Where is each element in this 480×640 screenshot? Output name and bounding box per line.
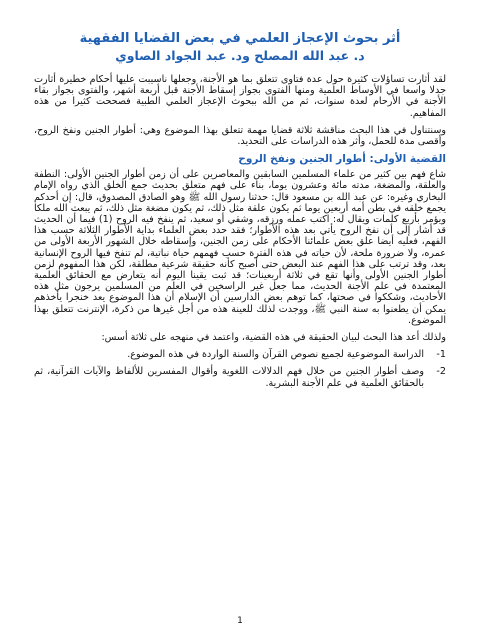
list-item-text: وصف أطوار الجنين من خلال فهم الدلالات اللغوية وأقوال المفسرين للألفاظ والآيات القرآنية، ثم بالحقائق العلمية في علم الأجنة البشرية. — [34, 366, 424, 389]
page-number: 1 — [237, 616, 243, 626]
section-paragraph-2: ولذلك أعد هذا البحث لبيان الحقيقة في هذه القضية، واعتمد في منهجه على ثلاثة أسس: — [101, 332, 446, 344]
list-item — [34, 349, 446, 360]
section-paragraph-1: شاع فهم بين كثير من علماء المسلمين السابقين والمعاصرين على أن زمن أطوار الجنين الأولى: النطفة والعلقة، والمضغة، مدته مائة وعشرون يوما، بناء على فهم متعلق بحديث جمع الخلق الذي رواه الإمام البخاري وغيره: عن عبد الله بن مسعود قال: حدثنا رسول الله ﷺ وهو الصادق المصدوق، قال: إن أحدكم يجمع خلقه في بطن أمه أربعين يوما ثم يكون علقة مثل ذلك، ثم يكون مضغة مثل ذلك، ثم يبعث الله ملكا ويؤمر بأربع كلمات ويقال له: اكتب عمله ورزقه، وشقي أو سعيد، ثم ينفخ فيه الروح (1) فيما أن الحديث قد أشار إلى أن نفخ الروح يأتي بعد هذه الأطوار؛ فقد حدد بعض العلماء بداية الأطوار الثلاثة حسب هذا الفهم، فعليه أيضا علق بعض علمائنا الأحكام على زمن الجنين، وإسقاطه خلال الشهور الأربعة الأولى من عمره، ولا ضرورة ملحة، لأن حياته في هذه الفترة حسب فهمهم حياة نباتية، لم تنفخ فيها الروح الإنسانية بعد، وقد ترتب على هذا الفهم عند البعض حتى أصبح كأنه حقيقة شرعية مطلقة، لكن هذا المفهوم لزمن أطوار الجنين الأولى وأنها تقع في ثلاثة أربعينات؛ قد ثبت يقينا اليوم أنه يتعارض مع الحقائق العلمية المعتمدة في علم الأجنة الحديث، مما جعل غير الراسخين في العلم من المسلمين يرجون مثل هذه الأحاديث، وشككوا في صحتها، كما توهم بعض الدارسين أن الإسلام أن هذا الموضوع يعد خنجرا يأخذهم يمكن أن يطعنوا به سنة النبي ﷺ، ووجدت لذلك للعينة هذه من أجل غيرها من ذكرة، الإنترنت تتعلق بهذا الموضوع. — [34, 169, 446, 326]
document-authors: د. عبد الله المصلح ود. عبد الجواد الصاوي — [115, 48, 365, 63]
section-heading: القضية الأولى: أطوار الجنين ونفخ الروح — [238, 153, 446, 166]
list-item-number: 2- — [436, 366, 446, 378]
document-title: أثر بحوث الإعجاز العلمي في بعض القضايا الفقهية — [79, 31, 401, 46]
intro-paragraph-2: وسنتناول في هذا البحث مناقشة ثلاثة قضايا مهمة تتعلق بهذا الموضوع وهي: أطوار الجنين ونفخ الروح، وأقصى مدة للحمل، وأثر هذه الدراسات على التحديد. — [34, 124, 446, 148]
list-item-text: الدراسة الموضوعية لجميع نصوص القرآن والسنة الواردة في هذه الموضوع. — [127, 349, 424, 361]
list-item-number: 1- — [436, 349, 446, 361]
criteria-list — [34, 349, 446, 389]
intro-paragraph-1: لقد أثارت تساؤلات كثيرة حول عدة فتاوى تتعلق بما هو الأجنة، وجعلها ناسيبت عليها أحكام خطيرة أثارت جدلا واسعا في الأوساط العلمية ومنها الفتوى بجواز إسقاط الأجنة قبل أربعة أشهر، والفتوى بجواز بقاء الأجنة في الأرحام لعدة سنوات، ثم من الله ببحوث الإعجاز العلمي الطبية فصححت كثيرا من هذه المفاهيم. — [34, 74, 446, 119]
list-item — [34, 366, 446, 388]
